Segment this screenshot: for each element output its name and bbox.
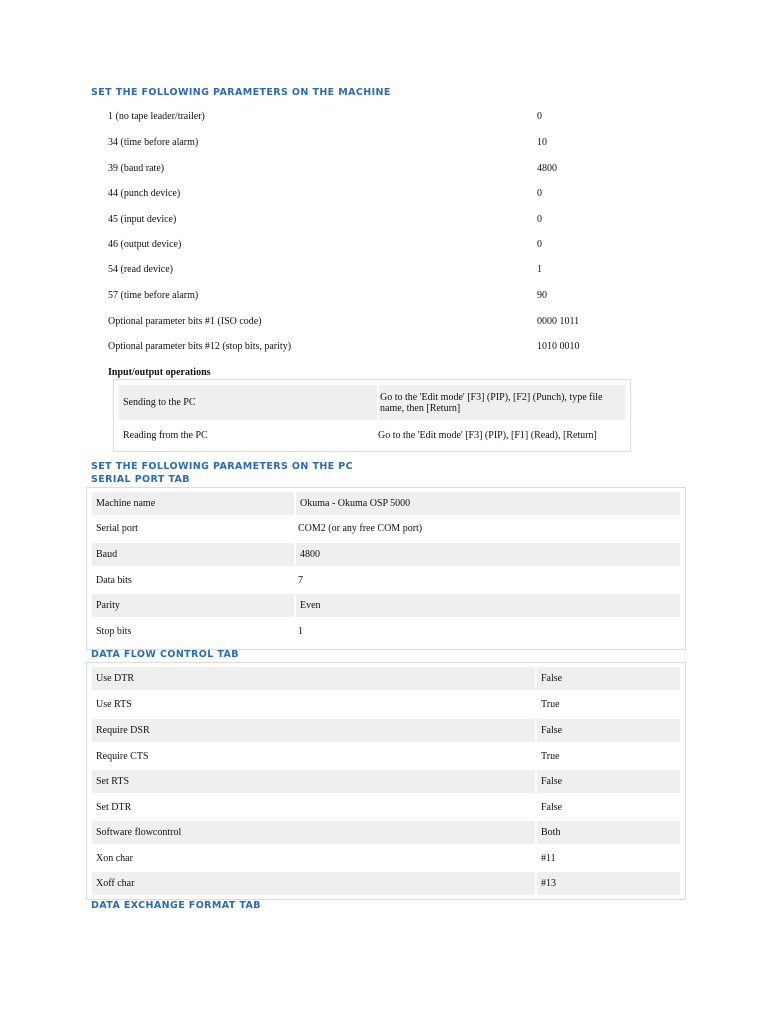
param-row xyxy=(108,290,628,304)
param-label: 44 (punch device) xyxy=(108,188,181,199)
table-cell-value: False xyxy=(541,802,563,813)
table-row xyxy=(92,847,680,870)
table-cell-value: Even xyxy=(294,594,680,617)
table-cell-value: 4800 xyxy=(294,543,680,566)
table-cell-value: Go to the 'Edit mode' [F3] (PIP), [F2] (Punch), type file name, then [Return] xyxy=(377,385,620,420)
io-operations-table xyxy=(113,379,631,452)
param-value: 90 xyxy=(537,290,547,301)
param-label: 46 (output device) xyxy=(108,239,182,250)
table-row xyxy=(92,543,680,566)
table-cell-value: Both xyxy=(535,821,681,844)
table-cell-label: Baud xyxy=(96,549,118,560)
table-cell-label: Require DSR xyxy=(96,725,150,736)
table-cell-label: Serial port xyxy=(96,523,138,534)
param-value: 1 xyxy=(537,264,542,275)
table-cell-value: COM2 (or any free COM port) xyxy=(298,523,423,534)
table-row xyxy=(92,770,680,793)
param-row xyxy=(108,214,628,228)
table-cell-value: 7 xyxy=(298,575,303,586)
param-value: 1010 0010 xyxy=(537,341,580,352)
table-cell-value: False xyxy=(535,719,681,742)
param-value: 0 xyxy=(537,214,542,225)
param-value: 0000 1011 xyxy=(537,316,580,327)
table-cell-value: True xyxy=(541,751,560,762)
table-cell-label: Stop bits xyxy=(96,626,132,637)
table-row xyxy=(92,872,680,895)
param-value: 0 xyxy=(537,111,542,122)
table-cell-label: Data bits xyxy=(96,575,132,586)
param-value: 0 xyxy=(537,188,542,199)
table-cell-label: Reading from the PC xyxy=(123,429,208,441)
param-value: 4800 xyxy=(537,163,557,174)
table-row xyxy=(92,569,680,592)
table-cell-value: Okuma - Okuma OSP 5000 xyxy=(294,492,680,515)
table-row xyxy=(92,667,680,690)
table-cell-value: 1 xyxy=(298,626,303,637)
table-cell-value: #11 xyxy=(541,853,556,864)
table-cell-value: #13 xyxy=(535,872,681,895)
data-flow-control-tab-heading: DATA FLOW CONTROL TAB xyxy=(91,649,239,660)
pc-params-heading: SET THE FOLLOWING PARAMETERS ON THE PC xyxy=(91,461,354,472)
table-cell-label: Set DTR xyxy=(96,802,132,813)
param-label: Optional parameter bits #1 (ISO code) xyxy=(108,316,262,327)
table-row xyxy=(92,620,680,643)
param-label: 39 (baud rate) xyxy=(108,163,165,174)
machine-params-heading: SET THE FOLLOWING PARAMETERS ON THE MACHINE xyxy=(91,87,391,98)
table-cell-label: Set RTS xyxy=(96,776,130,787)
table-cell-label: Xoff char xyxy=(96,878,135,889)
io-operations-heading: Input/output operations xyxy=(108,367,211,378)
param-label: Optional parameter bits #12 (stop bits, parity) xyxy=(108,341,292,352)
table-row xyxy=(92,719,680,742)
table-cell-label: Require CTS xyxy=(96,751,149,762)
table-cell-label: Use DTR xyxy=(96,673,135,684)
table-cell-value: True xyxy=(541,699,560,710)
param-value: 10 xyxy=(537,137,547,148)
table-row xyxy=(119,422,625,448)
serial-port-tab-heading: SERIAL PORT TAB xyxy=(91,474,190,485)
table-cell-label: Use RTS xyxy=(96,699,132,710)
table-cell-value: False xyxy=(535,667,681,690)
table-cell-value: False xyxy=(535,770,681,793)
param-row xyxy=(108,341,628,355)
table-row xyxy=(92,492,680,515)
param-row xyxy=(108,188,628,202)
table-row xyxy=(92,517,680,540)
param-row xyxy=(108,137,628,151)
param-value: 0 xyxy=(537,239,542,250)
table-row xyxy=(119,385,625,420)
param-label: 45 (input device) xyxy=(108,214,177,225)
param-row xyxy=(108,316,628,330)
param-label: 34 (time before alarm) xyxy=(108,137,199,148)
table-row xyxy=(92,693,680,716)
data-flow-control-table xyxy=(86,662,686,900)
param-label: 1 (no tape leader/trailer) xyxy=(108,111,205,122)
table-cell-label: Xon char xyxy=(96,853,133,864)
table-row xyxy=(92,821,680,844)
table-row xyxy=(92,745,680,768)
param-row xyxy=(108,264,628,278)
param-row xyxy=(108,239,628,253)
table-row xyxy=(92,796,680,819)
table-cell-value: Go to the 'Edit mode' [F3] (PIP), [F1] (Read), [Return] xyxy=(378,429,597,441)
param-label: 57 (time before alarm) xyxy=(108,290,199,301)
table-cell-label: Sending to the PC xyxy=(123,397,196,408)
table-cell-label: Software flowcontrol xyxy=(96,827,182,838)
param-row xyxy=(108,111,628,125)
param-label: 54 (read device) xyxy=(108,264,173,275)
table-row xyxy=(92,594,680,617)
param-row xyxy=(108,163,628,177)
data-exchange-format-tab-heading: DATA EXCHANGE FORMAT TAB xyxy=(91,900,261,911)
serial-port-table xyxy=(86,487,686,650)
table-cell-label: Machine name xyxy=(96,498,156,509)
table-cell-label: Parity xyxy=(96,600,120,611)
